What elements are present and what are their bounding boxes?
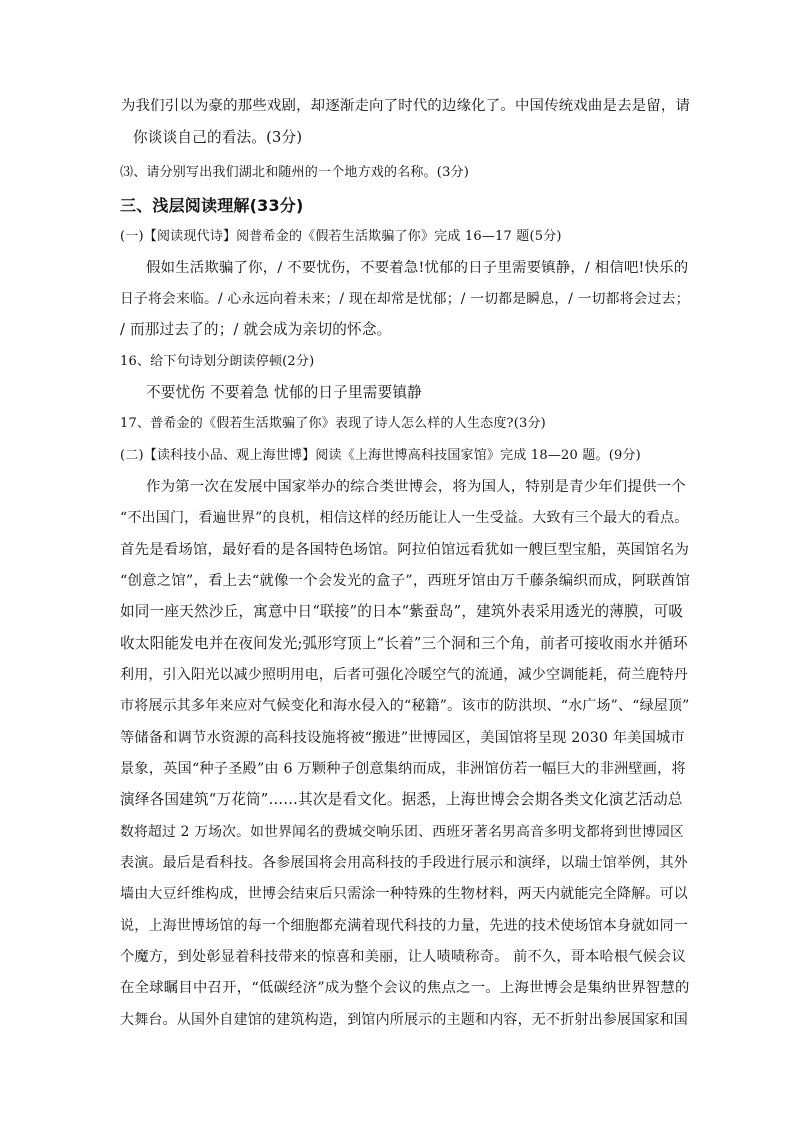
article-line: 市将展示其多年来应对气候变化和海水侵入的“秘籍”。该市的防洪坝、“水广场”、“绿屋顶” <box>120 698 690 714</box>
question-3: ⑶、请分别写出我们湖北和随州的一个地方戏的名称。(3分) <box>120 165 470 180</box>
text-line: 为我们引以为豪的那些戏剧，却逐渐走向了时代的边缘化了。中国传统戏曲是去是留，请 <box>121 98 691 114</box>
article-line: 如同一座天然沙丘，寓意中日“联接”的日本“紫蚕岛”，建筑外表采用透光的薄膜，可吸 <box>120 603 684 620</box>
article-line: 景象，英国“种子圣殿”由 6 万颗种子创意集纳而成，非洲馆仿若一幅巨大的非洲壁画，将 <box>120 761 686 777</box>
poem-line: 日子将会来临。/ 心永远向着未来；/ 现在却常是忧郁；/ 一切都是瞬息，/ 一切都将会过去； <box>120 291 690 307</box>
poem-line: / 而那过去了的；/ 就会成为亲切的怀念。 <box>120 321 392 338</box>
article-line: “不出国门，看遍世界”的良机，相信这样的经历能让人一生受益。大致有三个最大的看点。 <box>120 510 689 526</box>
poem-line: 假如生活欺骗了你，/ 不要忧伤，不要着急!忧郁的日子里需要镇静，/ 相信吧!快乐的 <box>146 260 689 276</box>
subsection-poem: (一)【阅读现代诗】阅普希金的《假若生活欺骗了你》完成 16—17 题(5分) <box>120 229 562 244</box>
text-line: 你谈谈自己的看法。(3分) <box>133 129 303 146</box>
article-line: 作为第一次在发展中国家举办的综合类世博会，将为国人，特别是青少年们提供一个 <box>146 479 686 495</box>
article-line: “创意之馆”，看上去“就像一个会发光的盒子”，西班牙馆由万千藤条编织而成，阿联酋馆 <box>120 573 691 589</box>
article-line: 利用，引入阳光以减少照明用电，后者可强化冷暖空气的流通，减少空调能耗，荷兰鹿特丹 <box>120 667 688 683</box>
article-line: 墙由大豆纤维构成，世博会结束后只需涂一种特殊的生物材料，两天内就能完全降解。可以 <box>120 886 688 902</box>
article-line: 等储备和调节水资源的高科技设施将被“搬进”世博园区，美国馆将呈现 2030 年美国城市 <box>120 730 685 746</box>
question-16-line: 不要忧伤 不要着急 忧郁的日子里需要镇静 <box>146 384 422 401</box>
question-17: 17、普希金的《假若生活欺骗了你》表现了诗人怎么样的人生态度?(3分) <box>120 416 546 431</box>
article-line: 表演。最后是看科技。各参展国将会用高科技的手段进行展示和演绎，以瑞士馆举例，其外 <box>120 855 688 871</box>
article-line: 说，上海世博场馆的每一个细胞都充满着现代科技的力量，先进的技术使场馆本身就如同一 <box>120 918 688 934</box>
subsection-expo: (二)【读科技小品、观上海世博】阅读《上海世博高科技国家馆》完成 18—20 题。(9分) <box>120 448 641 463</box>
article-line: 数将超过 2 万场次。如世界闻名的费城交响乐团、西班牙著名男高音多明戈都将到世博园区 <box>120 824 685 840</box>
article-line: 个魔方，到处彰显着科技带来的惊喜和美丽，让人啧啧称奇。 前不久，哥本哈根气候会议 <box>120 949 686 965</box>
article-line: 在全球瞩目中召开，“低碳经济”成为整个会议的焦点之一。上海世博会是集纳世界智慧的 <box>120 980 690 996</box>
article-line: 演绎各国建筑“万花筒”……其次是看文化。据悉，上海世博会会期各类文化演艺活动总 <box>120 791 683 808</box>
article-line: 大舞台。从国外自建馆的建筑构造，到馆内所展示的主题和内容，无不折射出参展国家和国 <box>120 1012 688 1028</box>
article-line: 收太阳能发电并在夜间发光;弧形穹顶上“长着”三个洞和三个角，前者可接收雨水并循环 <box>120 635 688 652</box>
section-heading: 三、浅层阅读理解(33分) <box>120 196 304 215</box>
article-line: 首先是看场馆，最好看的是各国特色场馆。阿拉伯馆远看犹如一艘巨型宝船，英国馆名为 <box>120 542 690 558</box>
question-16: 16、给下句诗划分朗读停顿(2分) <box>120 354 315 369</box>
